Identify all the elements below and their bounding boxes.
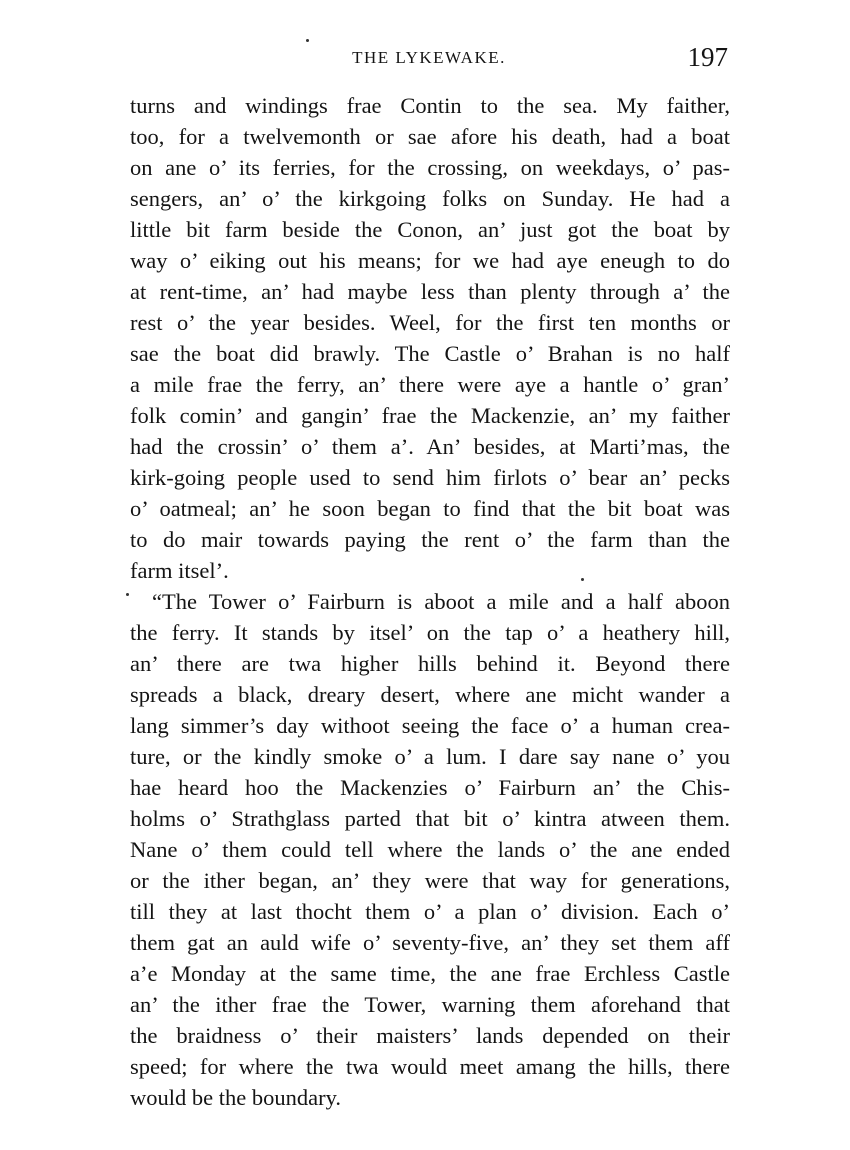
text-line: the ferry. It stands by itsel’ on the tap o’ a heathery hill,	[130, 620, 730, 645]
page-number: 197	[687, 42, 728, 72]
text-line: would be the boundary.	[130, 1085, 341, 1110]
text-line: lang simmer’s day withoot seeing the face o’ a human crea-	[130, 713, 730, 738]
text-line: them gat an auld wife o’ seventy-five, an’ they set them aff	[130, 930, 730, 955]
text-line: way o’ eiking out his means; for we had aye eneugh to do	[130, 248, 730, 273]
text-line: had the crossin’ o’ them a’. An’ besides, at Marti’mas, the	[130, 434, 730, 459]
text-line: farm itsel’.	[130, 558, 229, 583]
text-line: kirk-going people used to send him firlots o’ bear an’ pecks	[130, 465, 730, 490]
text-line: o’ oatmeal; an’ he soon began to find that the bit boat was	[130, 496, 730, 521]
text-line: spreads a black, dreary desert, where ane micht wander a	[130, 682, 730, 707]
text-line: on ane o’ its ferries, for the crossing, on weekdays, o’ pas-	[130, 155, 730, 180]
text-line: an’ there are twa higher hills behind it. Beyond there	[130, 651, 730, 676]
text-line: too, for a twelvemonth or sae afore his death, had a boat	[130, 124, 730, 149]
text-line: holms o’ Strathglass parted that bit o’ kintra atween them.	[130, 806, 730, 831]
text-line: a’e Monday at the same time, the ane frae Erchless Castle	[130, 961, 730, 986]
ink-speck	[581, 578, 584, 581]
text-line: sae the boat did brawly. The Castle o’ Brahan is no half	[130, 341, 730, 366]
text-line: a mile frae the ferry, an’ there were aye a hantle o’ gran’	[130, 372, 730, 397]
text-line: rest o’ the year besides. Weel, for the first ten months or	[130, 310, 730, 335]
text-line: little bit farm beside the Conon, an’ just got the boat by	[130, 217, 730, 242]
ink-speck	[306, 39, 309, 42]
text-line: ture, or the kindly smoke o’ a lum. I dare say nane o’ you	[130, 744, 730, 769]
page-header	[130, 40, 728, 80]
running-head: THE LYKEWAKE.	[352, 48, 506, 67]
text-line: or the ither began, an’ they were that way for generations,	[130, 868, 730, 893]
text-line: folk comin’ and gangin’ frae the Mackenzie, an’ my faither	[130, 403, 730, 428]
ink-speck	[126, 593, 129, 596]
paragraph-1	[130, 90, 730, 586]
text-line: an’ the ither frae the Tower, warning them aforehand that	[130, 992, 730, 1017]
text-line: speed; for where the twa would meet amang the hills, there	[130, 1054, 730, 1079]
paragraph-2	[130, 586, 730, 1113]
text-line: sengers, an’ o’ the kirkgoing folks on Sunday. He had a	[130, 186, 730, 211]
text-line: to do mair towards paying the rent o’ the farm than the	[130, 527, 730, 552]
text-line: “The Tower o’ Fairburn is aboot a mile and a half aboon	[152, 589, 730, 614]
text-line: turns and windings frae Contin to the sea. My faither,	[130, 93, 730, 118]
text-line: the braidness o’ their maisters’ lands depended on their	[130, 1023, 730, 1048]
text-line: Nane o’ them could tell where the lands o’ the ane ended	[130, 837, 730, 862]
text-line: hae heard hoo the Mackenzies o’ Fairburn an’ the Chis-	[130, 775, 730, 800]
body-text	[130, 90, 730, 1113]
text-line: at rent-time, an’ had maybe less than plenty through a’ the	[130, 279, 730, 304]
text-line: till they at last thocht them o’ a plan o’ division. Each o’	[130, 899, 730, 924]
